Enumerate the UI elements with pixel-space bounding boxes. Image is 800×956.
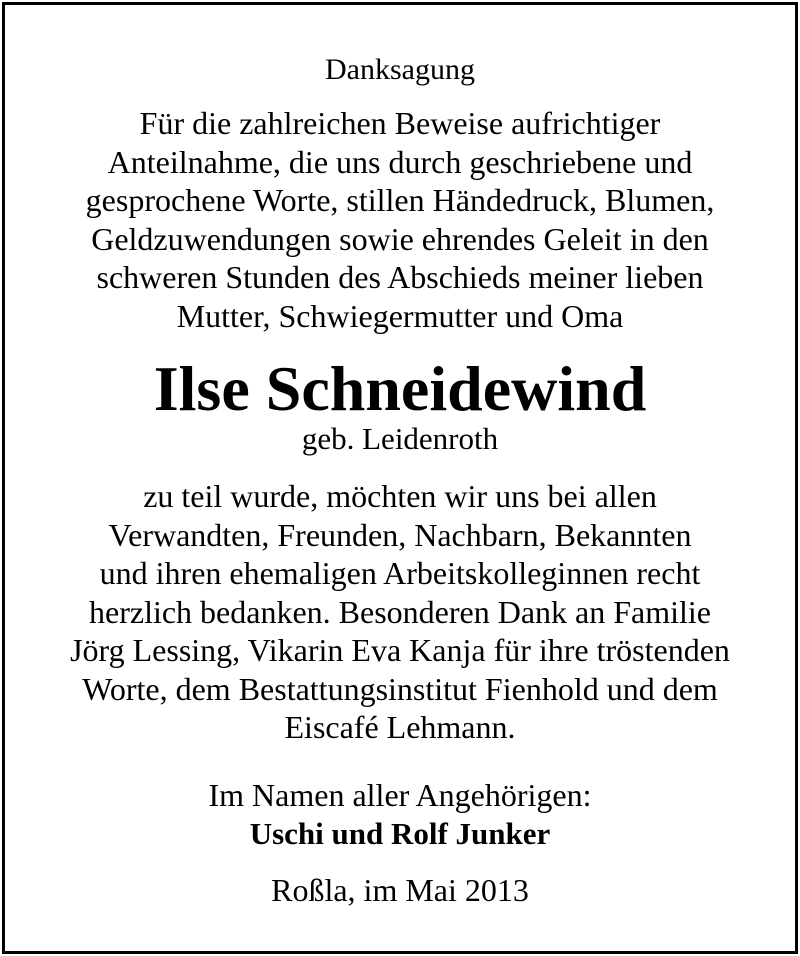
maiden-name: geb. Leidenroth xyxy=(301,421,499,456)
text-line: und ihren ehemaligen Arbeitskolleginnen recht xyxy=(99,555,701,591)
deceased-name: Ilse Schneidewind xyxy=(153,353,647,424)
text-line: gesprochene Worte, stillen Händedruck, Blumen, xyxy=(85,182,715,218)
signoff-line: Im Namen aller Angehörigen: xyxy=(208,777,592,813)
text-line: Anteilnahme, die uns durch geschriebene und xyxy=(107,143,693,180)
text-line: Worte, dem Bestattungsinstitut Fienhold und dem xyxy=(82,670,718,707)
thanks-paragraph-main xyxy=(0,477,800,747)
text-line: Eiscafé Lehmann. xyxy=(284,709,516,745)
text-line: Verwandten, Freunden, Nachbarn, Bekannten xyxy=(108,516,692,553)
text-line: schweren Stunden des Abschieds meiner lieben xyxy=(96,259,704,295)
text-line: Für die zahlreichen Beweise aufrichtiger xyxy=(139,105,661,141)
text-line: herzlich bedanken. Besonderen Dank an Familie xyxy=(89,593,711,630)
text-line: Geldzuwendungen sowie ehrendes Geleit in den xyxy=(91,220,709,257)
text-line: Jörg Lessing, Vikarin Eva Kanja für ihre tröstenden xyxy=(70,632,730,668)
text-line: zu teil wurde, möchten wir uns bei allen xyxy=(143,478,657,514)
text-line: Mutter, Schwiegermutter und Oma xyxy=(176,297,624,334)
place-and-date: Roßla, im Mai 2013 xyxy=(271,872,529,908)
thanks-paragraph-intro xyxy=(0,104,800,335)
signers-names: Uschi und Rolf Junker xyxy=(249,816,551,851)
notice-heading: Danksagung xyxy=(325,53,475,86)
